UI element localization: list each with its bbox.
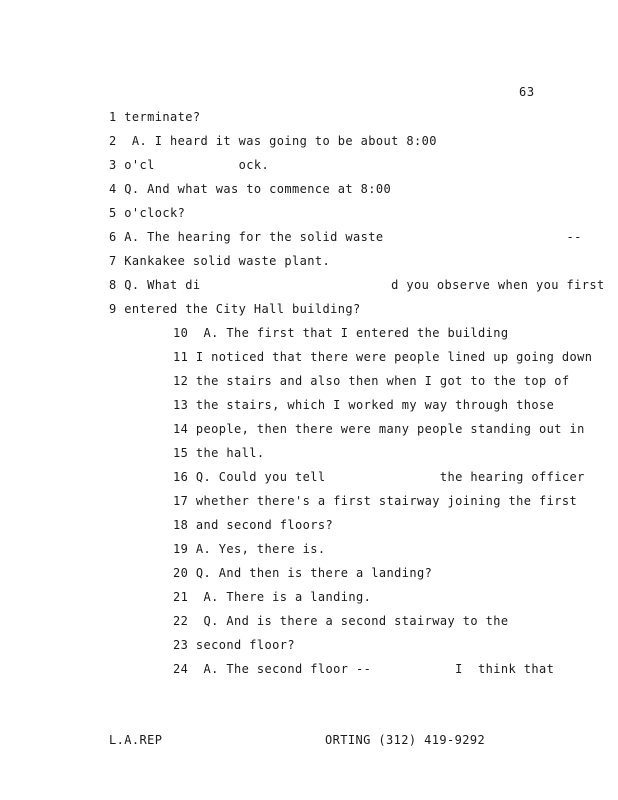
footer-left: L.A.REP (109, 733, 163, 747)
page-number: 63 (519, 85, 535, 99)
transcript-line-16: 16 Q. Could you tell the hearing officer (173, 470, 585, 484)
transcript-line-15: 15 the hall. (173, 446, 265, 460)
transcript-line-13: 13 the stairs, which I worked my way through those (173, 398, 555, 412)
transcript-line-17: 17 whether there's a first stairway joining the first (173, 494, 578, 508)
transcript-line-21: 21 A. There is a landing. (173, 590, 372, 604)
transcript-line-8: 8 Q. What di d you observe when you first (109, 278, 605, 292)
transcript-line-6: 6 A. The hearing for the solid waste -- (109, 230, 582, 244)
transcript-line-18: 18 and second floors? (173, 518, 334, 532)
transcript-line-22: 22 Q. And is there a second stairway to the (173, 614, 509, 628)
transcript-line-14: 14 people, then there were many people standing out in (173, 422, 585, 436)
footer-right: ORTING (312) 419-9292 (325, 733, 486, 747)
transcript-line-4: 4 Q. And what was to commence at 8:00 (109, 182, 392, 196)
transcript-line-11: 11 I noticed that there were people lined up going down (173, 350, 593, 364)
transcript-line-24: 24 A. The second floor -- I think that (173, 662, 555, 676)
transcript-line-10: 10 A. The first that I entered the building (173, 326, 509, 340)
transcript-line-1: 1 terminate? (109, 110, 201, 124)
transcript-line-5: 5 o'clock? (109, 206, 186, 220)
transcript-line-23: 23 second floor? (173, 638, 295, 652)
transcript-line-3: 3 o'cl ock. (109, 158, 270, 172)
transcript-line-20: 20 Q. And then is there a landing? (173, 566, 433, 580)
transcript-line-9: 9 entered the City Hall building? (109, 302, 361, 316)
transcript-line-12: 12 the stairs and also then when I got to the top of (173, 374, 570, 388)
transcript-line-19: 19 A. Yes, there is. (173, 542, 326, 556)
transcript-line-2: 2 A. I heard it was going to be about 8:00 (109, 134, 437, 148)
transcript-line-7: 7 Kankakee solid waste plant. (109, 254, 331, 268)
